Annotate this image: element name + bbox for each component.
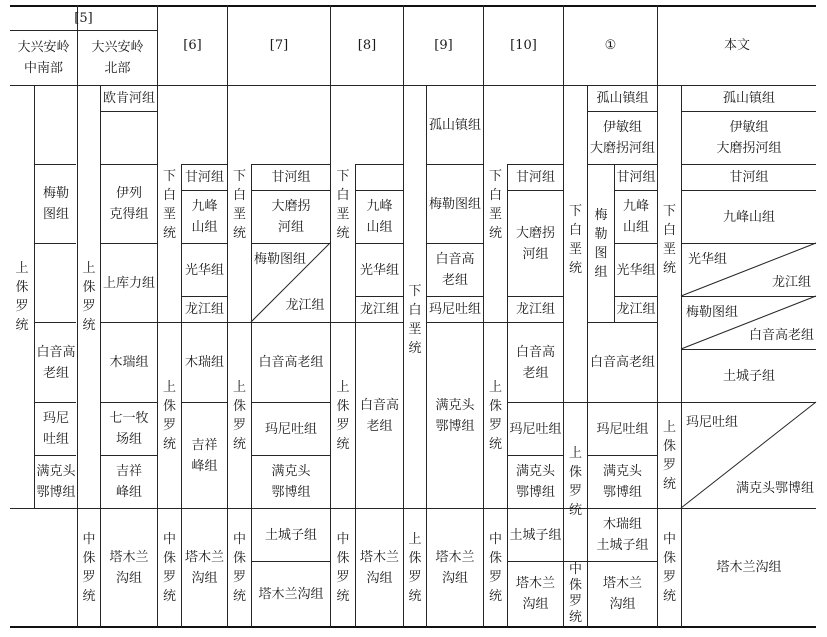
col8-guanghua: 光华组 bbox=[359, 262, 399, 278]
col8-jiufengshan: 九峰 山组 bbox=[366, 199, 393, 235]
col8-baiyingaolao: 白音高 老组 bbox=[359, 397, 399, 434]
col6-guanghua: 光华组 bbox=[184, 262, 224, 278]
header-ref5: [5] bbox=[74, 10, 93, 26]
col5b-tamulangou: 塔木兰 沟组 bbox=[109, 549, 149, 586]
col5b-shangkuli: 上库力组 bbox=[102, 275, 155, 291]
header-this-paper: 本文 bbox=[723, 38, 750, 53]
col12-longjiang: 龙江组 bbox=[771, 274, 811, 290]
col5a-mankt: 满克头 鄂博组 bbox=[36, 464, 76, 500]
header-ref9: [9] bbox=[434, 38, 453, 53]
col10-baiyingaolao: 白音高 老组 bbox=[515, 344, 555, 381]
col7-meilegetu: 梅勒图组 bbox=[254, 251, 307, 267]
col10-mankt: 满克头 鄂博组 bbox=[515, 464, 555, 500]
col11-jiufeng: 九峰 山组 bbox=[622, 199, 649, 235]
col5a-baiyingaolao: 白音高 老组 bbox=[36, 344, 76, 381]
col5b-upper-jurassic: 上 侏 罗 统 bbox=[82, 261, 96, 333]
col9-baiyingaolao: 白音高 老组 bbox=[435, 252, 475, 288]
col7-middle-jurassic: 中 侏 罗 统 bbox=[232, 531, 246, 604]
col11-yimin-damoguaihe: 伊敏组 大磨拐河组 bbox=[589, 120, 655, 156]
col8-longjiang: 龙江组 bbox=[359, 302, 399, 317]
col11-manitu: 玛尼吐组 bbox=[596, 421, 649, 437]
col10-manitu: 玛尼吐组 bbox=[509, 421, 562, 437]
col8-upper-jurassic: 上 侏 罗 统 bbox=[336, 379, 350, 452]
col12-baiyingaolao: 白音高老组 bbox=[748, 327, 814, 343]
col9-gushanzhen: 孤山镇组 bbox=[428, 117, 481, 133]
col12-ganhe: 甘河组 bbox=[729, 170, 769, 185]
col6-middle-jurassic: 中 侏 罗 统 bbox=[162, 531, 176, 604]
col8-middle-jurassic: 中 侏 罗 统 bbox=[336, 531, 350, 604]
col12-mankt: 满克头鄂博组 bbox=[735, 480, 814, 496]
col7-tuchengzi: 土城子组 bbox=[264, 527, 317, 543]
col11-tamulangou: 塔木兰 沟组 bbox=[602, 576, 642, 612]
header-ref7: [7] bbox=[269, 38, 289, 53]
col5b-yilieke: 伊列 克得组 bbox=[109, 186, 149, 222]
col6-ganhe: 甘河组 bbox=[184, 170, 224, 185]
col5b-murui: 木瑞组 bbox=[109, 355, 149, 370]
col6-upper-jurassic: 上 侏 罗 统 bbox=[162, 379, 176, 452]
col10-damoguaihe: 大磨拐 河组 bbox=[515, 225, 555, 262]
col12-upper-jurassic: 上 侏 罗 统 bbox=[662, 419, 676, 492]
col8-tamulangou: 塔木兰 沟组 bbox=[359, 549, 399, 586]
col6-jixiangfeng: 吉祥 峰组 bbox=[191, 437, 218, 474]
col11-longjiang: 龙江组 bbox=[616, 302, 656, 317]
col10-upper-jurassic: 上 侏 罗 统 bbox=[488, 379, 502, 452]
header-ref5-north: 大兴安岭 北部 bbox=[91, 40, 144, 76]
header-ref8: [8] bbox=[357, 38, 377, 53]
col10-ganhe: 甘河组 bbox=[515, 170, 555, 185]
col10-middle-jurassic: 中 侏 罗 统 bbox=[488, 531, 502, 604]
col6-lower-cretaceous: 下 白 垩 统 bbox=[162, 169, 176, 241]
col5a-upper-jurassic: 上 侏 罗 统 bbox=[15, 261, 29, 333]
col9-upper-jurassic: 上 侏 罗 统 bbox=[408, 531, 422, 604]
col7-longjiang: 龙江组 bbox=[285, 297, 325, 313]
col10-tamulangou: 塔木兰 沟组 bbox=[515, 576, 555, 612]
col5a-manitu: 玛尼 吐组 bbox=[42, 411, 69, 447]
header-ref-circle1: ① bbox=[604, 38, 617, 53]
col5b-qiyimuchang: 七一牧 场组 bbox=[109, 411, 149, 447]
col10-tuchengzi: 土城子组 bbox=[509, 527, 562, 543]
col6-tamulangou: 塔木兰 沟组 bbox=[184, 549, 224, 586]
col12-meilegetu: 梅勒图组 bbox=[686, 304, 739, 320]
col11-gushanzhen: 孤山镇组 bbox=[596, 91, 649, 106]
col7-manitu: 玛尼吐组 bbox=[264, 421, 317, 437]
col9-lower-cretaceous: 下 白 垩 统 bbox=[408, 284, 422, 356]
col7-lower-cretaceous: 下 白 垩 统 bbox=[232, 169, 246, 241]
col5a-meilegetu: 梅勒 图组 bbox=[42, 186, 69, 222]
col12-jiufengshan: 九峰山组 bbox=[722, 209, 775, 225]
col11-upper-jurassic: 上 侏 罗 统 bbox=[568, 446, 582, 518]
col11-middle-jurassic: 中 侏 罗 统 bbox=[568, 562, 582, 625]
col12-manitu: 玛尼吐组 bbox=[686, 414, 739, 430]
col6-longjiang: 龙江组 bbox=[184, 302, 224, 317]
col11-lower-cretaceous: 下 白 垩 统 bbox=[568, 204, 582, 276]
col7-mankt: 满克头 鄂博组 bbox=[271, 464, 311, 500]
col12-yimin-damoguaihe: 伊敏组 大磨拐河组 bbox=[716, 120, 782, 156]
col6-murui: 木瑞组 bbox=[184, 355, 224, 370]
col7-ganhe: 甘河组 bbox=[271, 170, 311, 185]
header-ref5-south: 大兴安岭 中南部 bbox=[17, 40, 70, 76]
col7-tamulangou: 塔木兰沟组 bbox=[258, 586, 324, 602]
col12-guanghua: 光华组 bbox=[688, 251, 728, 267]
col12-gushanzhen: 孤山镇组 bbox=[722, 91, 775, 106]
col9-mankt: 满克头 鄂博组 bbox=[435, 397, 475, 434]
col7-baiyingaolao: 白音高老组 bbox=[258, 355, 324, 370]
col12-tamulangou: 塔木兰沟组 bbox=[716, 560, 782, 575]
col11-ganhe: 甘河组 bbox=[616, 170, 656, 185]
col9-manitu: 玛尼吐组 bbox=[428, 302, 481, 317]
col11-murui-tuchengzi: 木瑞组 土城子组 bbox=[596, 517, 649, 553]
col7-upper-jurassic: 上 侏 罗 统 bbox=[232, 379, 246, 452]
col11-meilegetu: 梅 勒 图 组 bbox=[594, 207, 608, 280]
col5b-jixiangfeng: 吉祥 峰组 bbox=[115, 464, 142, 500]
col11-guanghua: 光华组 bbox=[616, 262, 656, 278]
col12-tuchengzi: 土城子组 bbox=[722, 368, 775, 384]
col9-tamulangou: 塔木兰 沟组 bbox=[435, 549, 475, 586]
col8-lower-cretaceous: 下 白 垩 统 bbox=[336, 169, 350, 241]
header-ref10: [10] bbox=[510, 38, 537, 53]
col9-meilegetu: 梅勒图组 bbox=[428, 196, 481, 212]
col12-middle-jurassic: 中 侏 罗 统 bbox=[662, 531, 676, 604]
col11-mankt: 满克头 鄂博组 bbox=[602, 464, 642, 500]
col11-baiyingaolao: 白音高老组 bbox=[589, 355, 655, 370]
col12-lower-cretaceous: 下 白 垩 统 bbox=[662, 204, 676, 276]
col5b-middle-jurassic: 中 侏 罗 统 bbox=[82, 531, 96, 604]
col10-lower-cretaceous: 下 白 垩 统 bbox=[488, 169, 502, 241]
col6-jiufengshan: 九峰 山组 bbox=[191, 199, 218, 235]
col5b-ouqinhe: 欧肯河组 bbox=[102, 91, 155, 106]
header-ref6: [6] bbox=[183, 38, 202, 53]
col7-damoguaihe: 大磨拐 河组 bbox=[271, 199, 311, 235]
col10-longjiang: 龙江组 bbox=[515, 302, 555, 317]
